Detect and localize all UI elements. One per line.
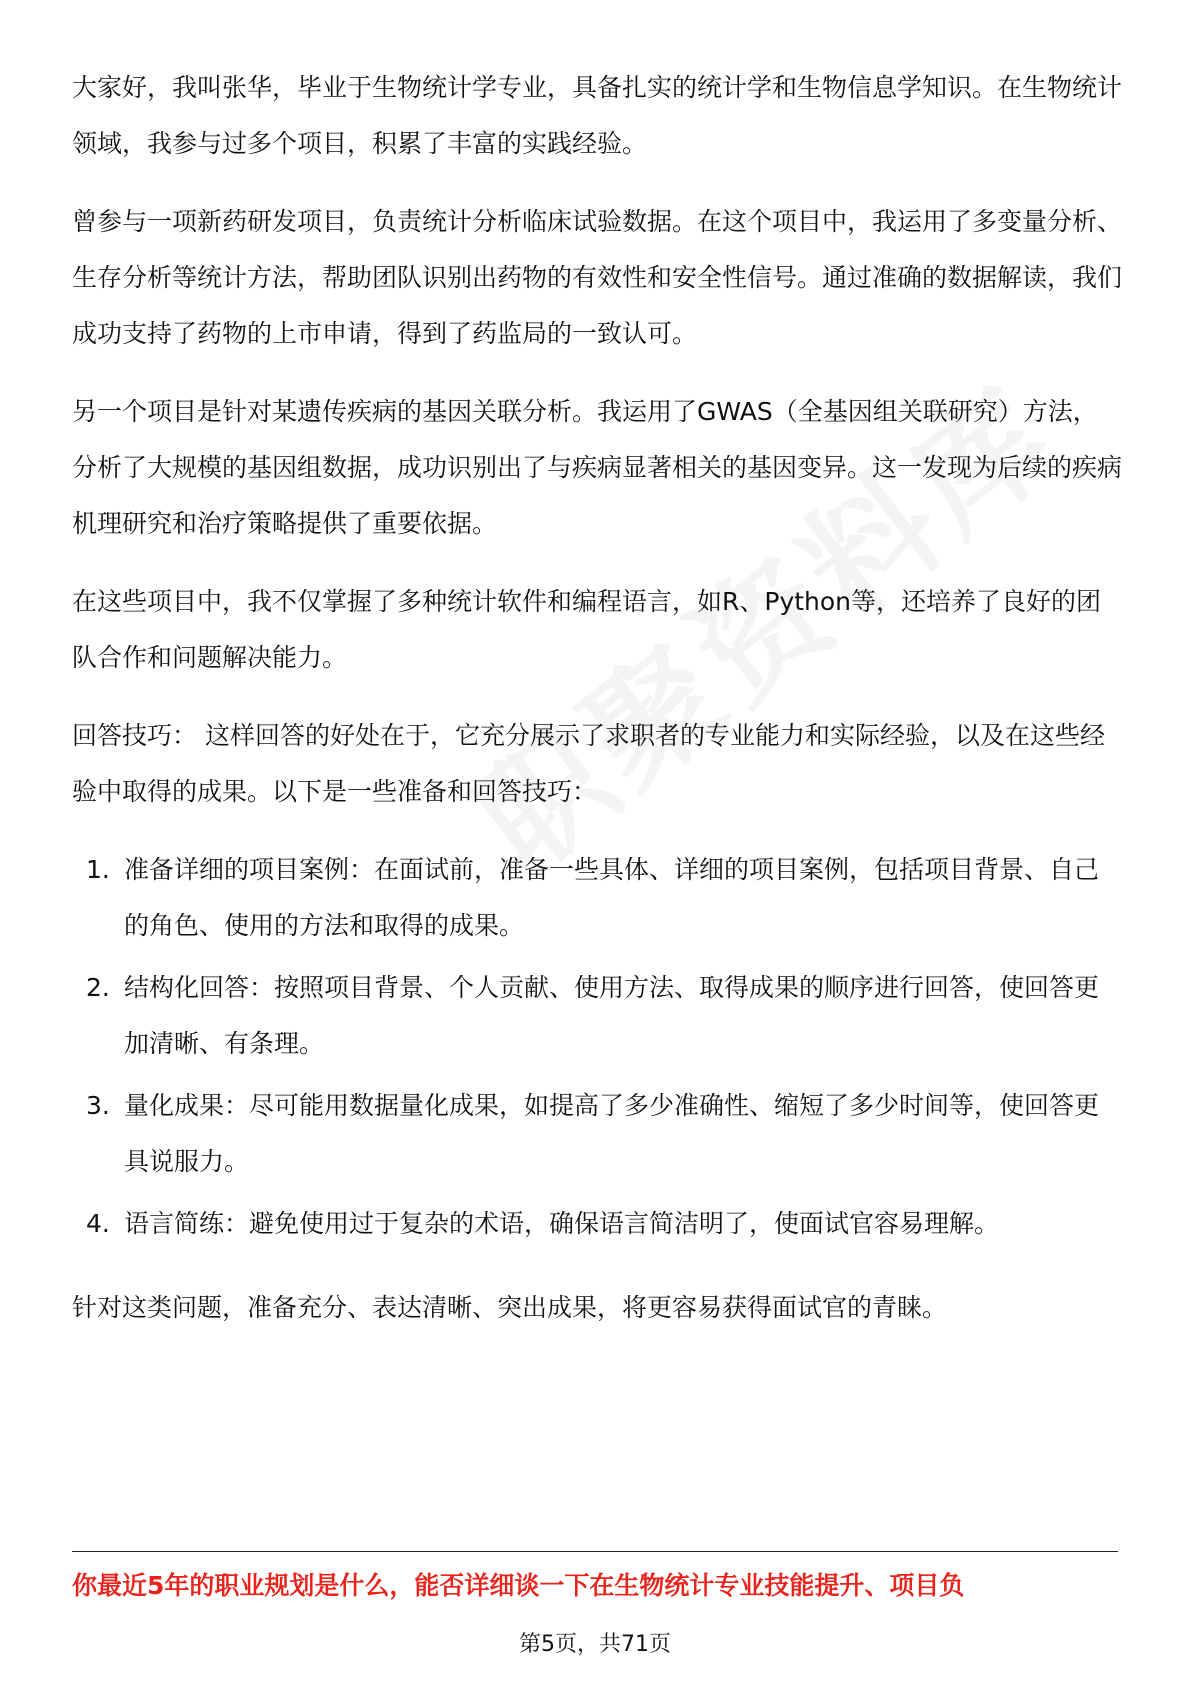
list-item-text: 语言简练：避免使用过于复杂的术语，确保语言简洁明了，使面试官容易理解。 [124,1209,1000,1238]
paragraph-intro: 大家好，我叫张华，毕业于生物统计学专业，具备扎实的统计学和生物信息学知识。在生物统计领域，我参与过多个项目，积累了丰富的实践经验。 [72,73,1123,158]
paragraph-conclusion: 针对这类问题，准备充分、表达清晰、突出成果，将更容易获得面试官的青睐。 [72,1293,948,1322]
paragraph-drug-project: 曾参与一项新药研发项目，负责统计分析临床试验数据。在这个项目中，我运用了多变量分析、生存分析等统计方法，帮助团队识别出药物的有效性和安全性信号。通过准确的数据解读，我们成功支持了药物的上市申请，得到了药监局的一致认可。 [72,207,1123,348]
list-item-number: 3. [86,1091,110,1120]
list-item-text: 结构化回答：按照项目背景、个人贡献、使用方法、取得成果的顺序进行回答，使回答更加清晰、有条理。 [124,973,1100,1058]
next-question-heading: 你最近5年的职业规划是什么，能否详细谈一下在生物统计专业技能提升、项目负 [72,1571,965,1600]
list-item-number: 1. [86,855,110,884]
list-item-text: 准备详细的项目案例：在面试前，准备一些具体、详细的项目案例，包括项目背景、自己的角色、使用的方法和取得的成果。 [124,855,1100,940]
section-divider [72,1551,1118,1552]
list-item [72,1078,1122,1190]
page-number-footer: 第5页，共71页 [519,1632,671,1657]
list-item [72,842,1122,954]
list-item [72,960,1122,1072]
paragraph-skills: 在这些项目中，我不仅掌握了多种统计软件和编程语言，如R、Python等，还培养了良好的团队合作和问题解决能力。 [72,587,1102,672]
list-item-text: 量化成果：尽可能用数据量化成果，如提高了多少准确性、缩短了多少时间等，使回答更具说服力。 [124,1091,1100,1176]
list-item-number: 4. [86,1209,110,1238]
page-content [72,60,1122,1336]
list-item [72,1196,1122,1252]
paragraph-gwas-project: 另一个项目是针对某遗传疾病的基因关联分析。我运用了GWAS（全基因组关联研究）方法，分析了大规模的基因组数据，成功识别出了与疾病显著相关的基因变异。这一发现为后续的疾病机理研究和治疗策略提供了重要依据。 [72,397,1123,538]
paragraph-answer-tips: 回答技巧： 这样回答的好处在于，它充分展示了求职者的专业能力和实际经验，以及在这些经验中取得的成果。以下是一些准备和回答技巧： [72,721,1105,806]
tips-list [72,842,1122,1252]
list-item-number: 2. [86,973,110,1002]
